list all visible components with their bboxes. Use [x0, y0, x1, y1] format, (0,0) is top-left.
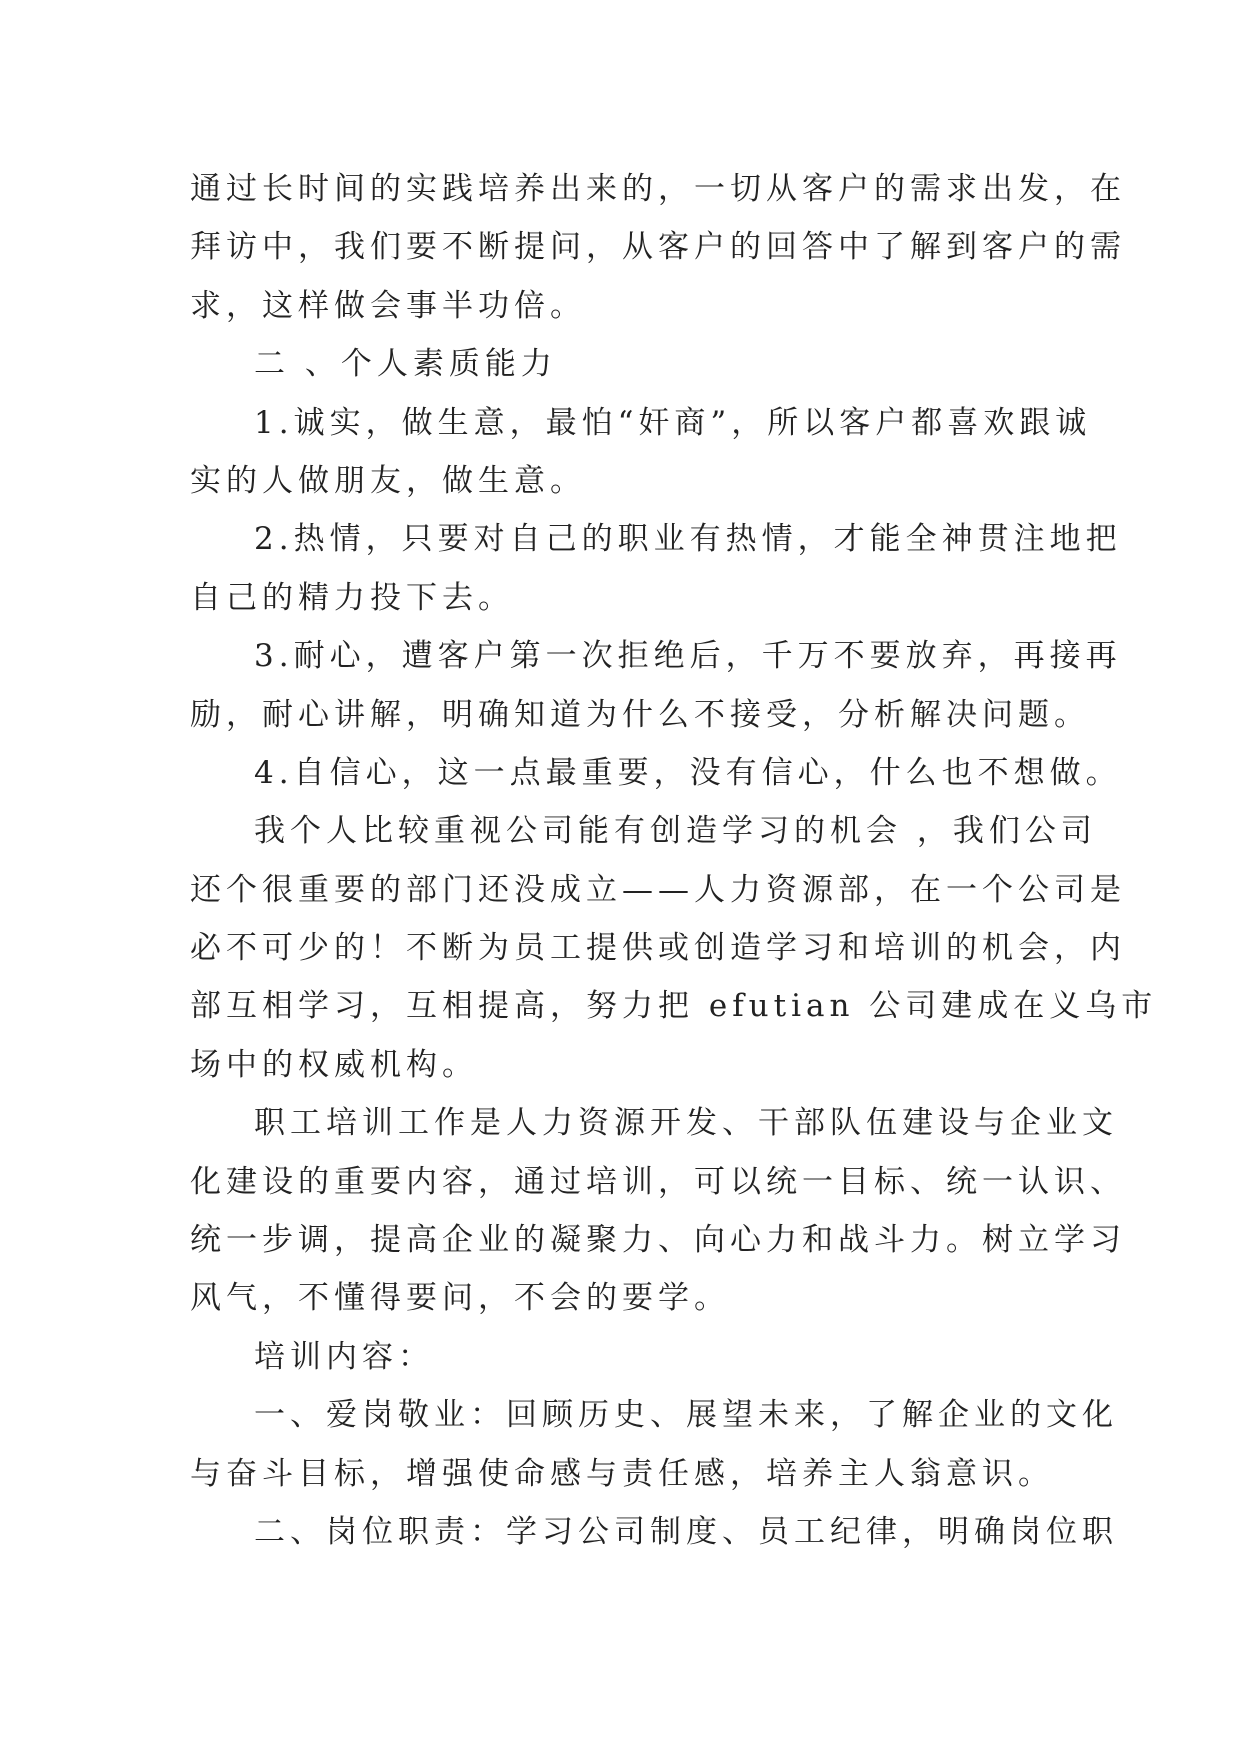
list-item-patience: 3.耐心，遭客户第一次拒绝后，千万不要放弃，再接再	[254, 638, 1122, 675]
body-line: 与奋斗目标，增强使命感与责任感，培养主人翁意识。	[190, 1455, 1054, 1492]
body-line: 拜访中，我们要不断提问，从客户的回答中了解到客户的需	[190, 229, 1126, 266]
list-item-enthusiasm: 2.热情，只要对自己的职业有热情，才能全神贯注地把	[254, 521, 1122, 558]
paragraph-start: 我个人比较重视公司能有创造学习的机会 ，我们公司	[254, 813, 1097, 850]
list-item-job-duties: 二、岗位职责：学习公司制度、员工纪律，明确岗位职	[254, 1513, 1118, 1550]
list-item-confidence: 4.自信心，这一点最重要，没有信心，什么也不想做。	[254, 754, 1122, 791]
training-content-heading: 培训内容：	[254, 1338, 434, 1375]
document-body	[190, 160, 1158, 1561]
list-item-honesty: 1.诚实，做生意，最怕“奸商”，所以客户都喜欢跟诚	[254, 404, 1092, 441]
body-line: 实的人做朋友，做生意。	[190, 462, 586, 499]
body-line: 求，这样做会事半功倍。	[190, 287, 586, 324]
body-line: 统一步调，提高企业的凝聚力、向心力和战斗力。树立学习	[190, 1222, 1126, 1259]
body-line: 风气，不懂得要问，不会的要学。	[190, 1280, 730, 1317]
body-line: 场中的权威机构。	[190, 1046, 478, 1083]
section-heading: 二 、个人素质能力	[254, 346, 557, 383]
body-line: 还个很重要的部门还没成立——人力资源部，在一个公司是	[190, 871, 1126, 908]
body-line: 化建设的重要内容，通过培训，可以统一目标、统一认识、	[190, 1163, 1126, 1200]
body-line: 励，耐心讲解，明确知道为什么不接受，分析解决问题。	[190, 696, 1090, 733]
paragraph-start: 职工培训工作是人力资源开发、干部队伍建设与企业文	[254, 1105, 1118, 1142]
body-line: 部互相学习，互相提高，努力把 efutian 公司建成在义乌市	[190, 988, 1158, 1025]
body-line: 必不可少的！不断为员工提供或创造学习和培训的机会，内	[190, 930, 1126, 967]
body-line: 自己的精力投下去。	[190, 579, 514, 616]
body-line: 通过长时间的实践培养出来的，一切从客户的需求出发，在	[190, 171, 1126, 207]
list-item-dedication: 一、爱岗敬业：回顾历史、展望未来，了解企业的文化	[254, 1397, 1118, 1434]
